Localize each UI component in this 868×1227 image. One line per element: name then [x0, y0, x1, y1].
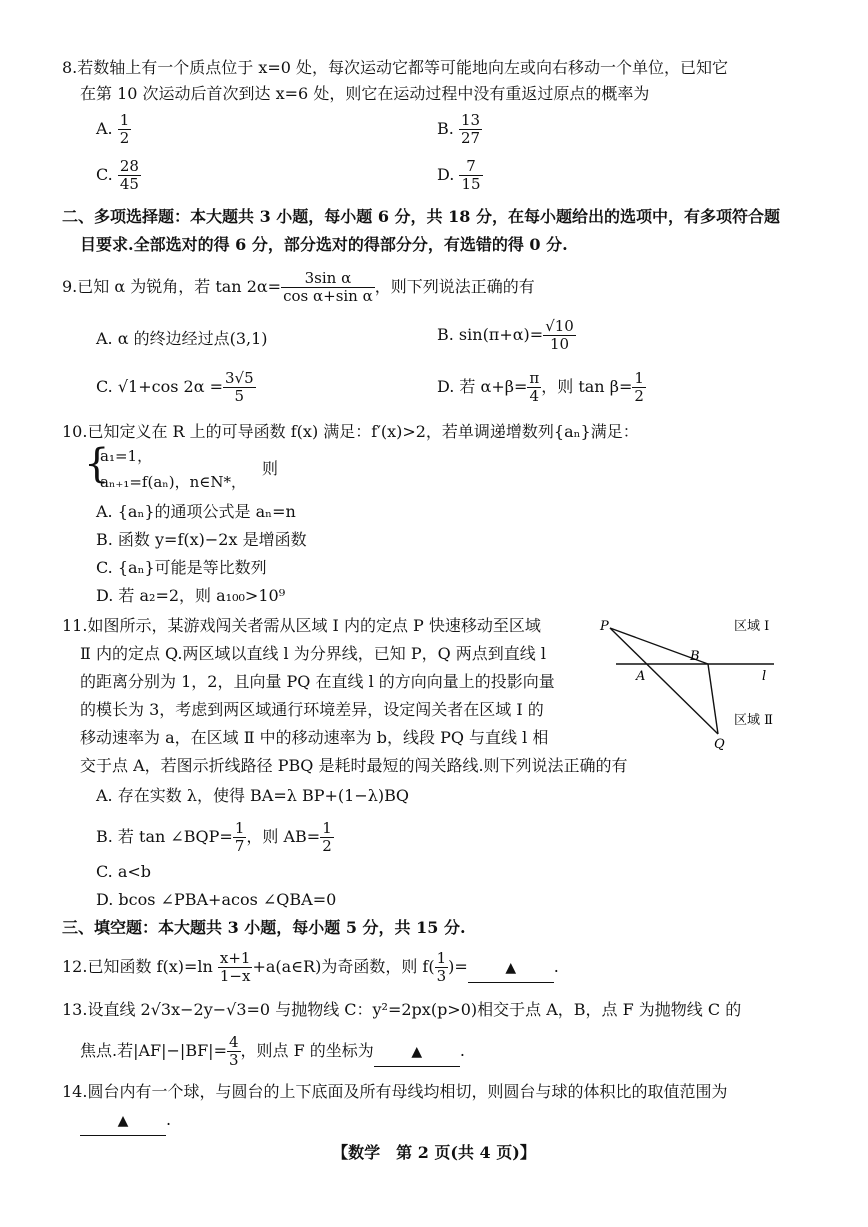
q11-seg-pq — [610, 628, 718, 734]
q10-option-a: A. {aₙ}的通项公式是 aₙ=n — [96, 502, 296, 521]
q11-fig-p: P — [600, 619, 609, 634]
q12-answer-blank — [468, 953, 554, 983]
q11-option-c: C. a<b — [96, 862, 152, 881]
q9-option-b: B. sin(π+α)= $\frac{√10}{10}$ — [437, 317, 574, 353]
q11-fig-region1: 区域 Ⅰ — [734, 619, 770, 634]
q10-option-c: C. {aₙ}可能是等比数列 — [96, 558, 267, 577]
q9-option-a: A. α 的终边经过点(3,1) — [96, 329, 268, 348]
triangle-icon: ▲ — [505, 960, 517, 976]
q11-line6: 交于点 A，若图示折线路径 PBQ 是耗时最短的闯关路线.则下列说法正确的有 — [80, 756, 628, 775]
page-footer: 【数学 第 2 页(共 4 页)】 — [332, 1143, 536, 1162]
q14-line2: ▲ . — [80, 1106, 171, 1136]
q8-line2: 在第 10 次运动后首次到达 x=6 处，则它在运动过程中没有重返过原点的概率为 — [80, 84, 650, 103]
section3-heading: 三、填空题：本大题共 3 小题，每小题 5 分，共 15 分. — [62, 918, 466, 937]
q8-option-b: B. $\frac{13}{27}$ — [437, 111, 481, 147]
q11-fig-l: l — [762, 669, 767, 684]
q10-option-b: B. 函数 y=f(x)−2x 是增函数 — [96, 530, 307, 549]
q8-line1: 8.若数轴上有一个质点位于 x=0 处，每次运动它都等可能地向左或向右移动一个单位，已知它 — [62, 58, 729, 77]
q11-option-d: D. bcos ∠PBA+acos ∠QBA=0 — [96, 890, 337, 909]
q11-fig-a: A — [636, 669, 646, 684]
section2-heading: 二、多项选择题：本大题共 3 小题，每小题 6 分，共 18 分，在每小题给出的选项中，有多项符合题 — [62, 207, 780, 226]
q11-line3: 的距离分别为 1，2，且向量 PQ 在直线 l 的方向向量上的投影向量 — [80, 672, 555, 691]
q11-line4: 的模长为 3，考虑到两区域通行环境差异，设定闯关者在区域 Ⅰ 的 — [80, 700, 544, 719]
q10-option-d: D. 若 a₂=2，则 a₁₀₀>10⁹ — [96, 586, 286, 605]
q14-line1: 14.圆台内有一个球，与圆台的上下底面及所有母线均相切，则圆台与球的体积比的取值范围为 — [62, 1082, 728, 1101]
q13-line2: 焦点.若|AF|−|BF|= $\frac{4}{3}$ ，则点 F 的坐标为 ▲ . — [80, 1033, 465, 1069]
q11-fig-b: B — [690, 649, 700, 664]
q8-option-d: D. $\frac{7}{15}$ — [437, 157, 481, 193]
triangle-icon: ▲ — [411, 1044, 423, 1060]
q11-fig-q: Q — [714, 737, 725, 752]
q11-figure — [596, 612, 796, 756]
q8-c-frac: $\frac{28}{45}$ — [119, 157, 139, 193]
q9-stem: 9.已知 α 为锐角，若 tan 2α= $\frac{\text{3sin α}}{\text{cos α+sin α}}$ ，则下列说法正确的有 — [62, 269, 535, 305]
q14-answer-blank — [80, 1106, 166, 1136]
q13-answer-blank — [374, 1037, 460, 1067]
q9-stem-frac: $\frac{\text{3sin α}}{\text{cos α+sin α}}$ — [283, 269, 373, 305]
triangle-icon: ▲ — [117, 1113, 129, 1129]
q8-d-frac: $\frac{7}{15}$ — [461, 157, 481, 193]
q9-option-d: D. 若 α+β= $\frac{\pi}{4}$ ，则 tan β= $\frac{1}{2}$ — [437, 369, 644, 405]
section2-line2: 目要求.全部选对的得 6 分，部分选对的得部分分，有选错的得 0 分. — [80, 235, 568, 254]
q10-sys1: a₁=1， — [100, 447, 153, 465]
q11-line2: Ⅱ 内的定点 Q.两区域以直线 l 为分界线，已知 P，Q 两点到直线 l — [80, 644, 547, 663]
q11-fig-region2: 区域 Ⅱ — [734, 713, 773, 728]
q11-line1: 11.如图所示，某游戏闯关者需从区域 Ⅰ 内的定点 P 快速移动至区域 — [62, 616, 541, 635]
q10-line1: 10.已知定义在 R 上的可导函数 f(x) 满足：f′(x)>2，若单调递增数列{aₙ}满足： — [62, 422, 639, 441]
q11-option-a: A. 存在实数 λ，使得 BA=λ BP+(1−λ)BQ — [96, 786, 410, 805]
q11-seg-bq — [708, 664, 718, 734]
q12-line: 12.已知函数 f(x)=ln $\frac{x+1}{1-x}$ +a(a∈R)为奇函数，则 f( $\frac{1}{3}$ )= ▲ . — [62, 949, 559, 985]
q8-b-frac: $\frac{13}{27}$ — [460, 111, 481, 147]
q9-option-c: C. √1+cos 2α = $\frac{3√5}{5}$ — [96, 369, 254, 405]
q8-a-frac: $\frac{1}{2}$ — [119, 111, 130, 147]
q13-line1: 13.设直线 2√3x−2y−√3=0 与抛物线 C：y²=2px(p>0)相交于点 A，B，点 F 为抛物线 C 的 — [62, 1000, 742, 1019]
q8-option-a: A. $\frac{1}{2}$ — [96, 111, 130, 147]
q10-ze: 则 — [262, 459, 279, 478]
q11-line5: 移动速率为 a，在区域 Ⅱ 中的移动速率为 b，线段 PQ 与直线 l 相 — [80, 728, 549, 747]
q8-option-c: C. $\frac{28}{45}$ — [96, 157, 139, 193]
q10-brace: { — [84, 441, 110, 487]
q10-sys2: aₙ₊₁=f(aₙ)，n∈N*， — [100, 473, 247, 491]
q11-option-b: B. 若 tan ∠BQP= $\frac{1}{7}$ ，则 AB= $\frac{1}{2}$ — [96, 819, 332, 855]
